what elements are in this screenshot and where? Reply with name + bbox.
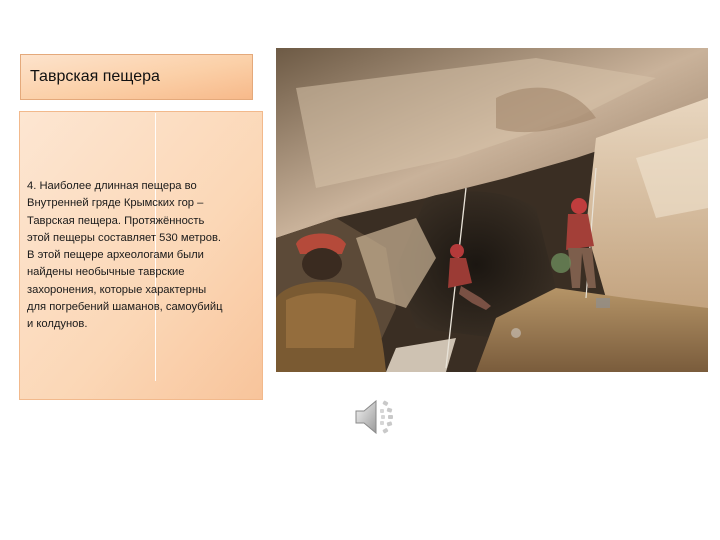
title-box	[20, 54, 253, 100]
speaker-icon[interactable]	[352, 395, 402, 439]
cave-photo	[276, 48, 708, 372]
slide-body-text: 4. Наиболее длинная пещера во Внутренней гряде Крымских гор – Таврская пещера. Протяжённость этой пещеры составляет 530 метров. В этой пещере археологами были найдены необычные таврские захоронения, которые характерны для погребений шаманов, самоубийц и колдунов.	[27, 180, 223, 331]
slide-title: Таврская пещера	[30, 68, 160, 85]
